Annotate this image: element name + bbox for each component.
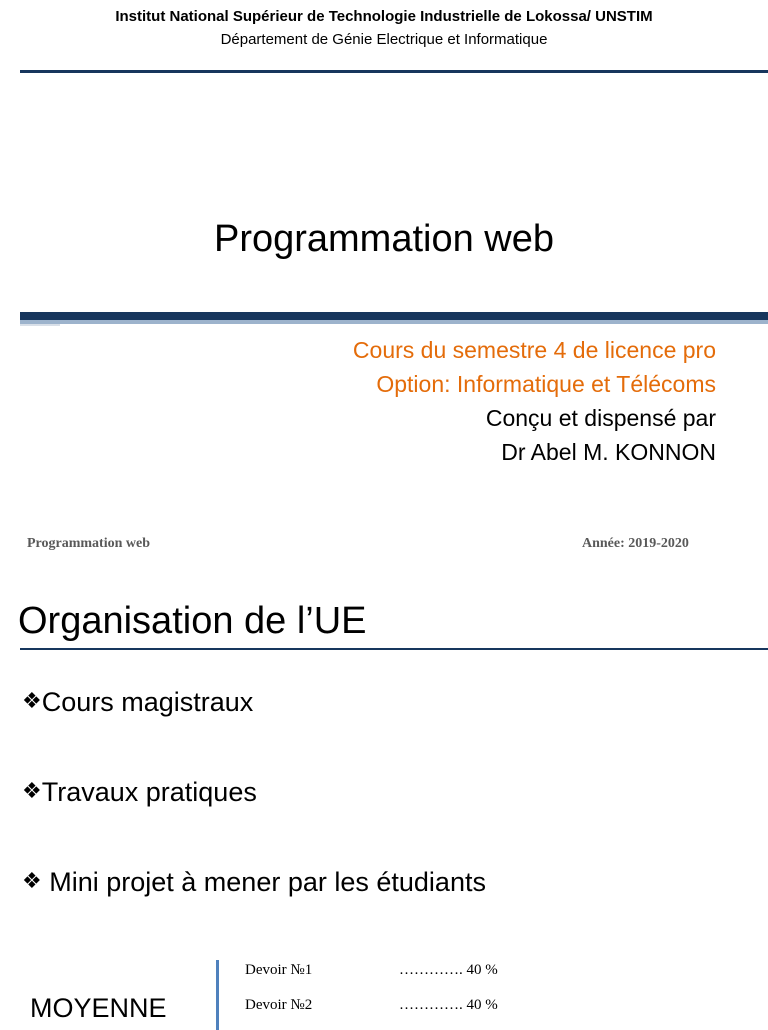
bullet-item (22, 777, 257, 808)
course-semester: Cours du semestre 4 de licence pro (352, 337, 716, 363)
footer-course: Programmation web (27, 536, 150, 551)
institution-name: Institut National Supérieur de Technologie Industrielle de Lokossa/ UNSTIM (115, 8, 653, 25)
course-option: Option: Informatique et Télécoms (376, 371, 716, 397)
author-intro: Conçu et dispensé par (485, 405, 716, 431)
diamond-bullet-icon: ❖ (22, 778, 42, 803)
grade-weight: …………. 40 % (399, 997, 498, 1013)
bullet-item (22, 867, 486, 898)
title-band-light (20, 320, 768, 324)
grade-label: Devoir №1 (245, 962, 313, 978)
grade-brace (216, 960, 219, 1030)
grade-weight: …………. 40 % (399, 962, 498, 978)
bullet-text: Mini projet à mener par les étudiants (41, 867, 486, 897)
bullet-item (22, 687, 253, 718)
section-title: Organisation de l’UE (18, 600, 367, 642)
section-divider (20, 648, 768, 650)
bullet-text: Travaux pratiques (41, 777, 257, 807)
moyenne-label: MOYENNE (30, 993, 167, 1023)
author-name: Dr Abel M. KONNON (501, 439, 716, 465)
course-title: Programmation web (213, 218, 555, 260)
footer-year: Année: 2019-2020 (582, 536, 689, 551)
header-divider (20, 70, 768, 73)
title-band-shadow (20, 324, 60, 326)
diamond-bullet-icon: ❖ (22, 868, 42, 893)
title-band-dark (20, 312, 768, 320)
grade-label: Devoir №2 (245, 997, 313, 1013)
bullet-text: Cours magistraux (41, 687, 254, 717)
department-name: Département de Génie Electrique et Informatique (220, 31, 548, 48)
diamond-bullet-icon: ❖ (22, 688, 42, 713)
